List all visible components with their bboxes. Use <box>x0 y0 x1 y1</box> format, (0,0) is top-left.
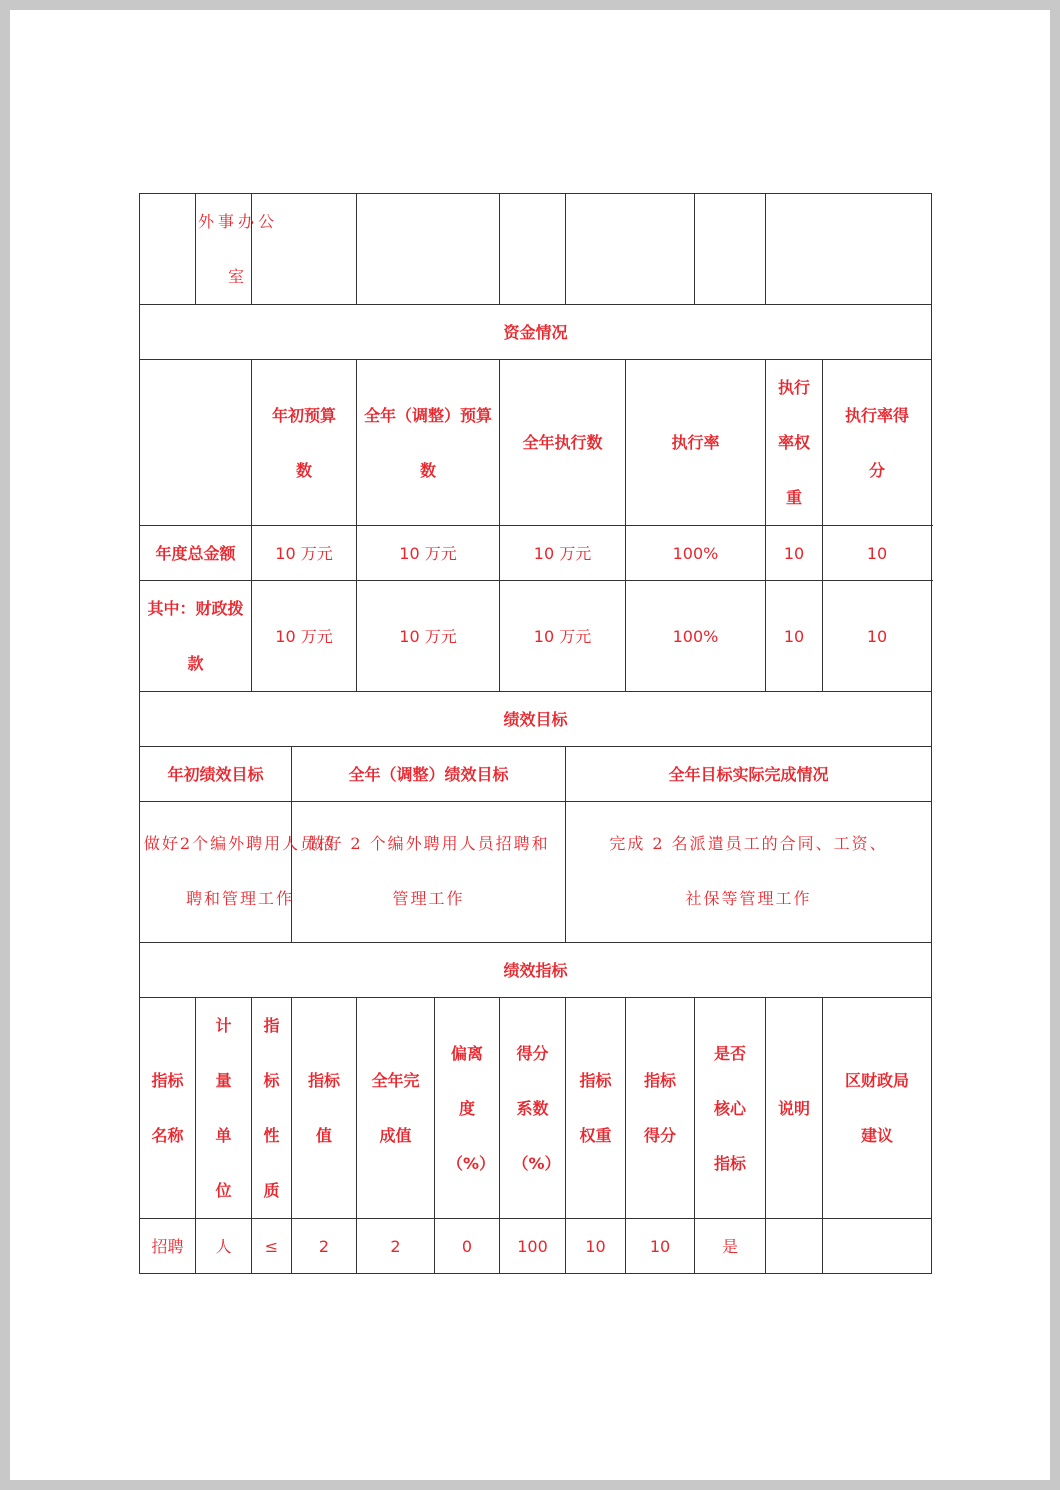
header-cell <box>292 998 357 1219</box>
indicator-weight: 10 <box>566 1219 626 1274</box>
department-cell <box>196 194 278 305</box>
document-page <box>10 10 1050 1480</box>
department-name: 外事办公室 <box>197 212 278 286</box>
header-label: 指标权重 <box>579 1071 612 1145</box>
performance-table <box>139 193 932 1274</box>
header-label: 偏离度（%） <box>447 1043 496 1173</box>
section-row <box>140 943 932 998</box>
header-label: 全年完成值 <box>371 1071 420 1145</box>
row-label-text: 其中：财政拨款 <box>147 599 244 673</box>
header-cell <box>766 360 823 526</box>
indicator-target: 2 <box>292 1219 357 1274</box>
weight-cell: 10 <box>766 581 823 692</box>
indicator-advice <box>823 1219 932 1274</box>
goal-actual <box>566 802 932 943</box>
header-cell <box>252 998 292 1219</box>
header-row <box>140 360 932 526</box>
header-label: 指标性质 <box>263 1016 280 1200</box>
amount-cell: 10 万元 <box>500 581 626 692</box>
header-cell: 说明 <box>766 998 823 1219</box>
indicator-unit: 人 <box>196 1219 252 1274</box>
rate-cell: 100% <box>626 581 766 692</box>
header-cell <box>252 360 357 526</box>
score-cell: 10 <box>823 581 932 692</box>
indicator-core: 是 <box>695 1219 766 1274</box>
amount-cell: 10 万元 <box>500 526 626 581</box>
header-cell: 年初绩效目标 <box>140 747 292 802</box>
goal-initial <box>140 802 337 943</box>
indicator-name: 招聘 <box>140 1219 196 1274</box>
header-label: 是否核心指标 <box>713 1043 746 1173</box>
header-cell <box>566 998 626 1219</box>
goal-text: 做好 2 个编外聘用人员招聘和管理工作 <box>307 834 550 908</box>
table-row <box>140 194 932 305</box>
header-row <box>140 998 932 1219</box>
header-cell: 全年（调整）绩效目标 <box>292 747 566 802</box>
rate-cell: 100% <box>626 526 766 581</box>
header-label: 指标值 <box>307 1071 340 1145</box>
header-cell <box>626 998 695 1219</box>
header-cell <box>435 998 500 1219</box>
table-cell <box>766 194 932 305</box>
section-row <box>140 305 932 360</box>
header-row <box>140 747 932 802</box>
goals-section-title: 绩效目标 <box>140 692 932 747</box>
goal-text: 完成 2 名派遣员工的合同、工资、社保等管理工作 <box>609 834 888 908</box>
amount-cell: 10 万元 <box>357 581 500 692</box>
header-label: 得分系数（%） <box>512 1043 561 1173</box>
header-cell <box>196 998 252 1219</box>
header-label: 区财政局建议 <box>844 1071 909 1145</box>
table-row <box>140 581 932 692</box>
row-label <box>140 581 252 692</box>
table-row <box>140 526 932 581</box>
header-label: 计量单位 <box>215 1016 232 1200</box>
header-label: 指标得分 <box>643 1071 676 1145</box>
score-cell: 10 <box>823 526 932 581</box>
header-label: 执行率权重 <box>777 378 810 507</box>
header-cell <box>140 998 196 1219</box>
header-label: 指标名称 <box>151 1071 184 1145</box>
indicator-note <box>766 1219 823 1274</box>
table-cell <box>357 194 500 305</box>
table-cell <box>566 194 695 305</box>
funding-section-title: 资金情况 <box>140 305 932 360</box>
amount-cell: 10 万元 <box>357 526 500 581</box>
table-cell <box>140 194 196 305</box>
header-cell <box>823 360 932 526</box>
indicator-coef: 100 <box>500 1219 566 1274</box>
header-cell: 全年目标实际完成情况 <box>566 747 932 802</box>
table-row <box>140 802 932 943</box>
indicator-actual: 2 <box>357 1219 435 1274</box>
table-cell <box>140 360 252 526</box>
header-label: 全年（调整）预算数 <box>363 405 492 480</box>
indicator-score: 10 <box>626 1219 695 1274</box>
table-row <box>140 1219 932 1274</box>
goal-text: 做好2个编外聘用人员招聘和管理工作 <box>143 834 337 908</box>
header-label: 年初预算数 <box>271 405 336 480</box>
goal-adjusted <box>292 802 566 943</box>
header-cell: 全年执行数 <box>500 360 626 526</box>
header-cell <box>823 998 932 1219</box>
header-cell <box>357 360 500 526</box>
section-row <box>140 692 932 747</box>
weight-cell: 10 <box>766 526 823 581</box>
amount-cell: 10 万元 <box>252 526 357 581</box>
indicator-deviation: 0 <box>435 1219 500 1274</box>
header-cell: 执行率 <box>626 360 766 526</box>
amount-cell: 10 万元 <box>252 581 357 692</box>
header-cell <box>500 998 566 1219</box>
indicator-nature: ≤ <box>252 1219 292 1274</box>
header-cell <box>357 998 435 1219</box>
table-cell <box>695 194 766 305</box>
row-label: 年度总金额 <box>140 526 252 581</box>
header-label: 执行率得分 <box>844 405 909 480</box>
table-cell <box>500 194 566 305</box>
header-cell <box>695 998 766 1219</box>
indicators-section-title: 绩效指标 <box>140 943 932 998</box>
